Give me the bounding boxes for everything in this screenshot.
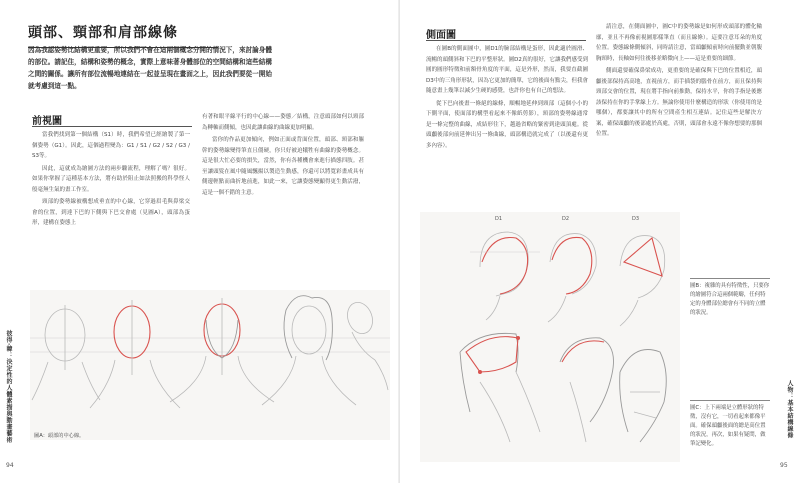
front-view-heading: 前視圖	[32, 116, 62, 127]
hair-sketch-4	[284, 296, 332, 360]
neck-sketch-5	[352, 332, 388, 390]
left-column-1	[32, 130, 190, 229]
figures-b-c-drawing	[420, 212, 680, 462]
left-col2-para-2: 當你的作品更加傾向，例如正面或背面位置，頭部、頸部和軀幹的姿勢線變得筆直且僵硬，你只好被迫犧牲有曲線的姿勢概念。這是很大忙必要的損失，當然，你有各種機會來進行描態四肢。甚至讓頭髮在風中隨風飄揚以製造生動感，你還可以將寬彩畫成具有側邊輕點而曲折地前進，如此一來，它讓姿態變顯得更生動活潑，這是一個不錯的主意。	[202, 137, 364, 196]
right-col2-para-1: 請注意，在側面圖中，圖C中的姿勢線是如何形成頭部的體化輪廓，並且不再像前視圖那樣筆直（而且線條）。這要注意耳朵的角度位置。姿態線條側傾斜，同時請注意，當頭顱傾前時向前擺動並朝腹胸頸時，長軸如何往後移並略微向上——這是重要的細節。	[596, 24, 762, 62]
page-number-left: 94	[6, 462, 14, 469]
figures-b-c	[420, 212, 680, 462]
figure-a	[30, 290, 390, 440]
right-side-label: 人物：基本結構線條	[786, 380, 793, 439]
profile-sketch-2	[550, 234, 596, 294]
profile-red-1	[482, 238, 528, 295]
shoulder-sketch-2	[90, 360, 180, 408]
neck-sketch-r2	[548, 296, 566, 322]
torso-sketch-2	[560, 338, 614, 422]
right-col1-para-1: 在圖B的側面圖中，圖D1的臉部結構是蛋形，因此適於圓滑、流暢的頭側斜和下巴的平整形狀。圖D2真的很好，它讓我們感受到圓的圓形特徵和前額骨角度的平面，這是外形，然而，我要直截圖D3中的三角形形狀，因為它更加的簡單，它的後面有點尖，但我會隨意畫上幾筆以減少生硬的感覺，也許你也有自己的想法。	[426, 46, 588, 94]
left-col2-para-1: 有著和眼平線平行的中心線——姿態／結構，注意頭部如何以頸部為轉軸而側傾，也因此讓曲線的曲線更加明顯。	[202, 114, 364, 131]
figure-label-d3: D3	[632, 216, 640, 222]
profile-red-3	[624, 238, 662, 276]
head-sketch-5	[343, 299, 376, 337]
head-red-4	[466, 337, 518, 372]
figure-a-caption: 圖A：頭部的中心線。	[34, 433, 85, 439]
detail-sketch-6	[630, 392, 660, 418]
neck-sketch-r5	[570, 382, 586, 442]
shoulder-sketch-4	[262, 356, 356, 405]
right-col2-para-2: 側面還要確保鼻梁成功，更重要的是確保與下巴的位置相近，頭顱後部保持高高地，直視前方，而手插袋的腦骨在前方，而且保持與頸部交會的位置，現在將手指向前推動，保持水平，你的手指是後應該保持在你的手掌線上方。無論你使用什麼構造的形狀（你使用的是哪個），都要讓其中的所有空間產生相互連結。記住這些是解決方案，確保頭顱的後部處於高處，否則，頭部會永遠不像你想要的那個位置。	[596, 68, 762, 137]
right-column-2	[596, 22, 762, 140]
side-note-b: 圖B：複雜的具有特徵性，只要你的繪圖符合這兩個範疇，任何特定的身體部位總會有不同的立體的狀況。	[690, 283, 770, 316]
figure-a-drawing	[30, 290, 390, 440]
head-sketch-4	[292, 306, 326, 354]
page-title: 頭部、頸部和肩部線條	[28, 25, 178, 41]
side-note-c: 圖C：上下兩端是立體形狀的特徵，沒有它，一切看起來都像平面。確保頭顱後面的總是高位置的狀況，再次，如果有疑問，做筆記變化。	[690, 405, 766, 447]
neck-sketch-1	[32, 362, 100, 400]
side-note-c-rule	[690, 400, 770, 401]
page-number-right: 95	[780, 462, 788, 469]
front-view-rule	[32, 126, 192, 127]
torso-sketch-3	[620, 350, 667, 443]
neck-sketch-r4	[480, 372, 540, 442]
side-view-heading: 側面圖	[426, 30, 456, 41]
figure-label-d2: D2	[562, 216, 570, 222]
intro-paragraph: 因為我認姿勢比結構更重要，所以我們不會在這兩個概念分開的情況下，來討論身體的部位。請記住，結構和姿勢的概念，實際上意味著身體部位的空間結構和這些結構之間的關係。讓所有部位流暢地連結在一起並呈現在畫面之上，因此我們要從一開始就考慮到這一點。	[28, 46, 272, 90]
neck-sketch-r3	[620, 300, 638, 326]
side-note-b-rule	[690, 278, 770, 279]
left-col1-para-2: 因此，這就成為繪圖方法的兩步驟流程，理解了嗎？很好。如果你掌握了這種基本方法，將有助於阻止如法照搬的科學怪人般毫無生氣的畫工作室。	[32, 165, 190, 193]
right-column-1	[426, 44, 588, 151]
figure-label-d1: D1	[495, 216, 503, 222]
right-page	[400, 0, 800, 483]
neck-sketch-r1	[486, 296, 500, 320]
left-col1-para-1: 當我們找到第一個結構（S1）時，我們希望已經繪製了第一個姿勢（G1）。因此，這個過程變為：G1 / S1 / G2 / S2 / G3 / S3等。	[32, 132, 190, 159]
torso-sketch-1	[460, 333, 518, 412]
red-point-1	[516, 336, 520, 340]
red-point-2	[478, 370, 482, 374]
left-column-2	[202, 112, 364, 198]
right-col1-para-2: 從下巴向後畫一條絕的線條，順暢地延伸到頸部（這個小小的下側平面，使面部的構型看起來不像紙剪影），頸部的姿勢線通常是一條完整的曲線，成結形往下，越過省略的緊密到達頭頂處。從頭顱後部向前延伸出另一條曲線，頭部構造就完成了（以後還有更多內容）。	[426, 100, 588, 149]
side-view-rule	[426, 40, 586, 41]
profile-sketch-3	[620, 236, 665, 298]
left-col1-para-3: 頸部的姿勢線被構想成垂直的中心線，它穿過眉毛與鼻梁交會的位置，到達下巴的下側與下巴交會處（見圖A），頭部為蛋形，建構在姿態上	[32, 199, 190, 226]
jaw-red-5	[562, 341, 604, 362]
left-side-label: 彼得·韓：決定性的人體素描與動畫藝術	[5, 330, 12, 444]
